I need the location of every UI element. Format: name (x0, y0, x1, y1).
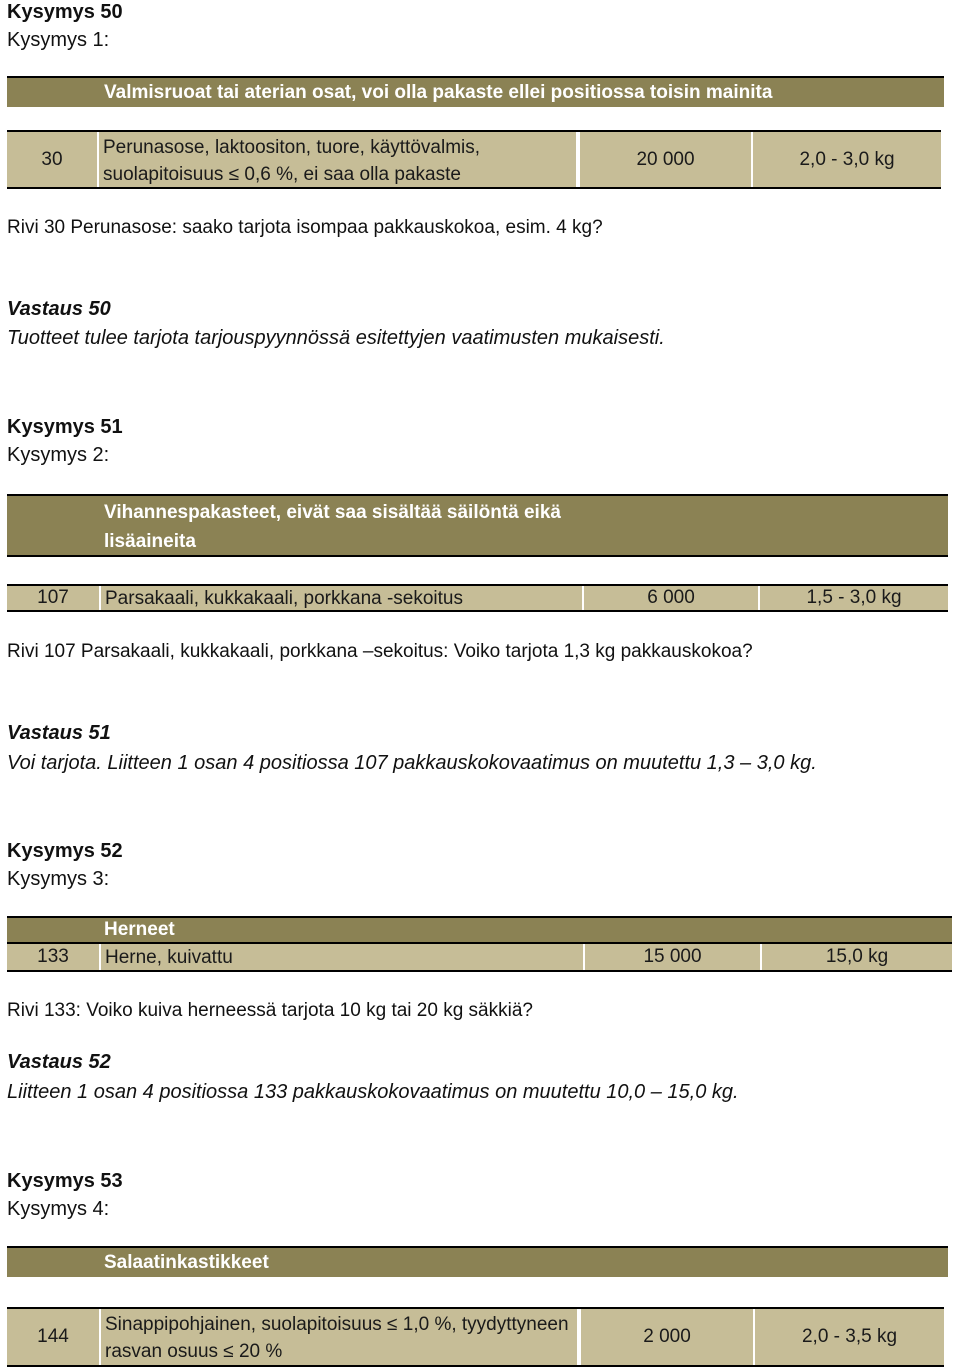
q50-title: Kysymys 50 (7, 1, 123, 23)
q52-subtitle: Kysymys 3: (7, 868, 110, 890)
q53-row-number: 144 (37, 1326, 69, 1347)
q52-title: Kysymys 52 (7, 840, 123, 862)
q53-row-description-line1: Sinappipohjainen, suolapitoisuus ≤ 1,0 %, tyydyttyneen (105, 1314, 569, 1335)
q52-question: Rivi 133: Voiko kuiva herneessä tarjota 10 kg tai 20 kg säkkiä? (7, 1000, 533, 1021)
q51-answer: Voi tarjota. Liitteen 1 osan 4 positiossa 107 pakkauskokovaatimus on muutettu 1,3 – 3,0 kg. (7, 752, 817, 774)
q53-subtitle: Kysymys 4: (7, 1198, 110, 1220)
q50-row-quantity: 20 000 (578, 132, 751, 187)
q50-table-header-text: Valmisruoat tai aterian osat, voi olla pakaste ellei positiossa toisin mainita (104, 82, 773, 103)
q50-row-description (97, 132, 578, 187)
q51-row-package-size: 1,5 - 3,0 kg (758, 586, 948, 610)
q50-row-package-size: 2,0 - 3,0 kg (751, 132, 941, 187)
q53-table-header (7, 1246, 948, 1277)
q50-row-number: 30 (41, 148, 63, 170)
q53-title: Kysymys 53 (7, 1170, 123, 1192)
q51-subtitle: Kysymys 2: (7, 444, 110, 466)
q50-answer-title: Vastaus 50 (7, 298, 111, 320)
q50-row-description-line1: Perunasose, laktoositon, tuore, käyttövalmis, (103, 137, 481, 158)
q52-table-row (7, 942, 952, 972)
q53-row-quantity: 2 000 (579, 1309, 753, 1365)
q51-table-row (7, 584, 948, 612)
q50-row-description-line2: suolapitoisuus ≤ 0,6 %, ei saa olla pakaste (103, 164, 461, 185)
q51-row-number: 107 (37, 587, 69, 608)
q53-table-row (7, 1307, 944, 1367)
q50-subtitle: Kysymys 1: (7, 29, 110, 51)
q52-answer: Liitteen 1 osan 4 positiossa 133 pakkauskokovaatimus on muutettu 10,0 – 15,0 kg. (7, 1081, 739, 1103)
q51-table-header (7, 494, 948, 557)
q51-table-header-line2: lisäaineita (104, 531, 196, 552)
q52-row-package-size: 15,0 kg (760, 944, 952, 970)
q51-row-description: Parsakaali, kukkakaali, porkkana -sekoitus (99, 586, 582, 610)
q50-answer: Tuotteet tulee tarjota tarjouspyynnössä esitettyjen vaatimusten mukaisesti. (7, 327, 665, 349)
q51-answer-title: Vastaus 51 (7, 722, 111, 744)
q50-table-row (7, 130, 941, 189)
q50-question: Rivi 30 Perunasose: saako tarjota isompaa pakkauskokoa, esim. 4 kg? (7, 217, 603, 238)
q53-row-description (99, 1309, 579, 1365)
q52-row-description: Herne, kuivattu (99, 944, 583, 970)
q52-answer-title: Vastaus 52 (7, 1051, 111, 1073)
q51-row-quantity: 6 000 (582, 586, 758, 610)
q51-table-header-line1: Vihannespakasteet, eivät saa sisältää säilöntä eikä (104, 502, 561, 523)
q51-question: Rivi 107 Parsakaali, kukkakaali, porkkana –sekoitus: Voiko tarjota 1,3 kg pakkauskokoa? (7, 641, 753, 662)
q52-table-header (7, 916, 952, 942)
q52-row-quantity: 15 000 (583, 944, 760, 970)
q50-table-header (7, 76, 944, 107)
q51-title: Kysymys 51 (7, 416, 123, 438)
q53-row-description-line2: rasvan osuus ≤ 20 % (105, 1341, 283, 1362)
q53-row-package-size: 2,0 - 3,5 kg (753, 1309, 944, 1365)
q52-table-header-text: Herneet (104, 919, 175, 940)
q53-table-header-text: Salaatinkastikkeet (104, 1252, 269, 1273)
q52-row-number: 133 (37, 946, 69, 967)
